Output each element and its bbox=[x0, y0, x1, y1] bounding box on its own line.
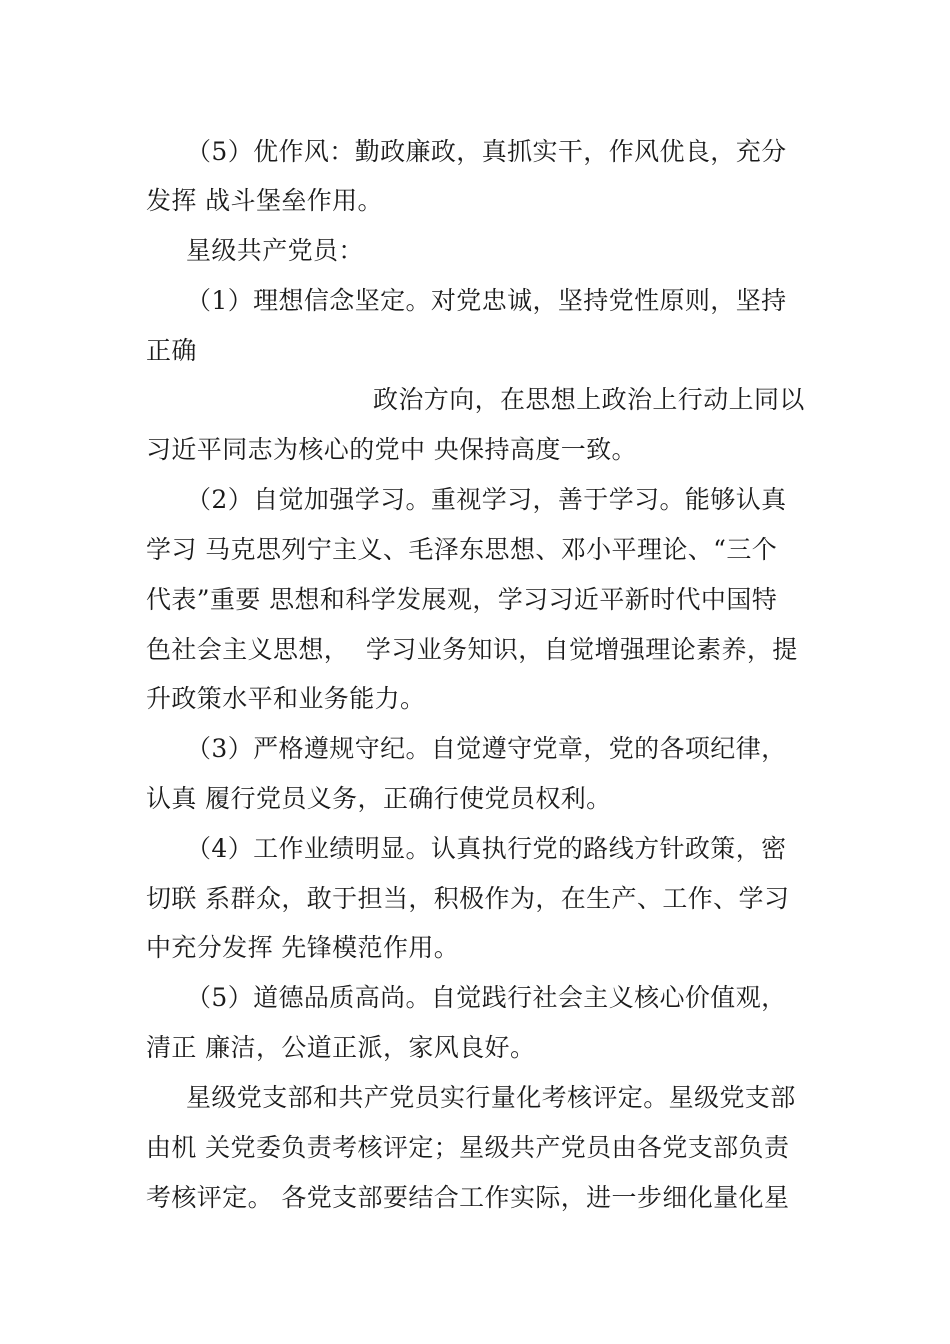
paragraph-line: （4）工作业绩明显。认真执行党的路线方针政策，密 bbox=[186, 834, 787, 863]
paragraph-line: （2）自觉加强学习。重视学习，善于学习。能够认真 bbox=[186, 485, 787, 514]
paragraph-line: 升政策水平和业务能力。 bbox=[146, 684, 426, 713]
paragraph-line: 代表”重要 思想和科学发展观，学习习近平新时代中国特 bbox=[146, 585, 778, 614]
paragraph-line: 正确 bbox=[146, 336, 197, 365]
paragraph-line: 考核评定。 各党支部要结合工作实际，进一步细化量化星 bbox=[146, 1183, 790, 1212]
paragraph-line: 学习 马克思列宁主义、毛泽东思想、邓小平理论、“三个 bbox=[146, 535, 778, 564]
paragraph-line: 中充分发挥 先锋模范作用。 bbox=[146, 933, 460, 962]
paragraph-line: 发挥 战斗堡垒作用。 bbox=[146, 186, 383, 215]
paragraph-line: 由机 关党委负责考核评定；星级共产党员由各党支部负责 bbox=[146, 1133, 790, 1162]
paragraph-line: 星级党支部和共产党员实行量化考核评定。星级党支部 bbox=[186, 1083, 796, 1112]
paragraph-line: （5）优作风：勤政廉政，真抓实干，作风优良，充分 bbox=[186, 137, 787, 166]
paragraph-line: 认真 履行党员义务，正确行使党员权利。 bbox=[146, 784, 612, 813]
paragraph-line: 清正 廉洁，公道正派，家风良好。 bbox=[146, 1033, 536, 1062]
paragraph-line: 色社会主义思想， 学习业务知识，自觉增强理论素养，提 bbox=[146, 635, 798, 664]
paragraph-line: （1）理想信念坚定。对党忠诚，坚持党性原则，坚持 bbox=[186, 286, 787, 315]
section-heading: 星级共产党员： bbox=[186, 236, 364, 265]
paragraph-line: 切联 系群众，敢于担当，积极作为，在生产、工作、学习 bbox=[146, 884, 790, 913]
paragraph-line: 政治方向，在思想上政治上行动上同以 bbox=[373, 385, 805, 414]
paragraph-line: （3）严格遵规守纪。自觉遵守党章，党的各项纪律， bbox=[186, 734, 787, 763]
paragraph-line: 习近平同志为核心的党中 央保持高度一致。 bbox=[146, 435, 637, 464]
paragraph-line: （5）道德品质高尚。自觉践行社会主义核心价值观， bbox=[186, 983, 787, 1012]
